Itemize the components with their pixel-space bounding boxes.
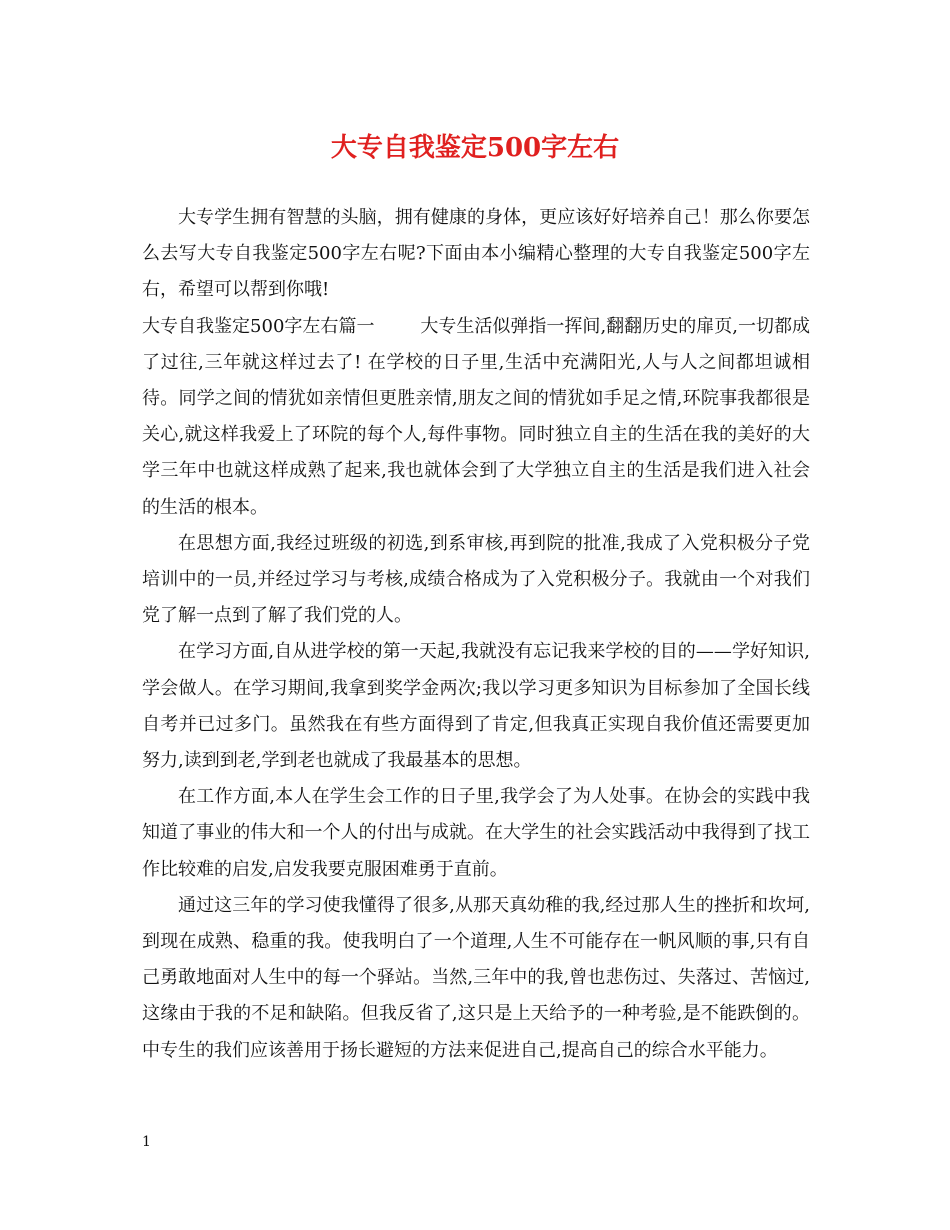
intro-paragraph: 大专学生拥有智慧的头脑，拥有健康的身体，更应该好好培养自己！那么你要怎么去写大专自我鉴定500字左右呢?下面由本小编精心整理的大专自我鉴定500字左右，希望可以帮到你哦! — [142, 207, 810, 301]
section-first-text: 大专生活似弹指一挥间,翻翻历史的扉页,一切都成了过往,三年就这样过去了! 在学校的日子里,生活中充满阳光,人与人之间都坦诚相待。同学之间的情犹如亲情但更胜亲情,朋友之间的情犹如手足之情,环院事我都很是关心,就这样我爱上了环院的每个人,每件事物。同时独立自主的生活在我的美好的大学三年中也就这样成熟了起来,我也就体会到了大学独立自主的生活是我们进入社会的生活的根本。 — [142, 315, 810, 518]
page-number: 1 — [142, 1134, 151, 1150]
paragraph-study: 在学习方面,自从进学校的第一天起,我就没有忘记我来学校的目的——学好知识,学会做人。在学习期间,我拿到奖学金两次;我以学习更多知识为目标参加了全国长线自考并已过多门。虽然我在有些方面得到了肯定,但我真正实现自我价值还需要更加努力,读到到老,学到老也就成了我最基本的思想。 — [142, 641, 810, 772]
section-one-paragraph — [142, 309, 810, 526]
paragraph-summary: 通过这三年的学习使我懂得了很多,从那天真幼稚的我,经过那人生的挫折和坎坷,到现在成熟、稳重的我。使我明白了一个道理,人生不可能存在一帆风顺的事,只有自己勇敢地面对人生中的每一个驿站。当然,三年中的我,曾也悲伤过、失落过、苦恼过,这缘由于我的不足和缺陷。但我反省了,这只是上天给予的一种考验,是不能跌倒的。中专生的我们应该善用于扬长避短的方法来促进自己,提高自己的综合水平能力。 — [142, 894, 810, 1061]
section-gap — [374, 316, 420, 337]
section-heading: 大专自我鉴定500字左右篇一 — [142, 315, 375, 337]
paragraph-thought: 在思想方面,我经过班级的初选,到系审核,再到院的批准,我成了入党积极分子党培训中的一员,并经过学习与考核,成绩合格成为了入党积极分子。我就由一个对我们党了解一点到了解了我们党的人。 — [142, 532, 810, 627]
document-body — [142, 200, 810, 1069]
document-title: 大专自我鉴定500字左右 — [330, 133, 620, 163]
paragraph-work: 在工作方面,本人在学生会工作的日子里,我学会了为人处事。在协会的实践中我知道了事业的伟大和一个人的付出与成就。在大学生的社会实践活动中我得到了找工作比较难的启发,启发我要克服困难勇于直前。 — [142, 786, 810, 880]
